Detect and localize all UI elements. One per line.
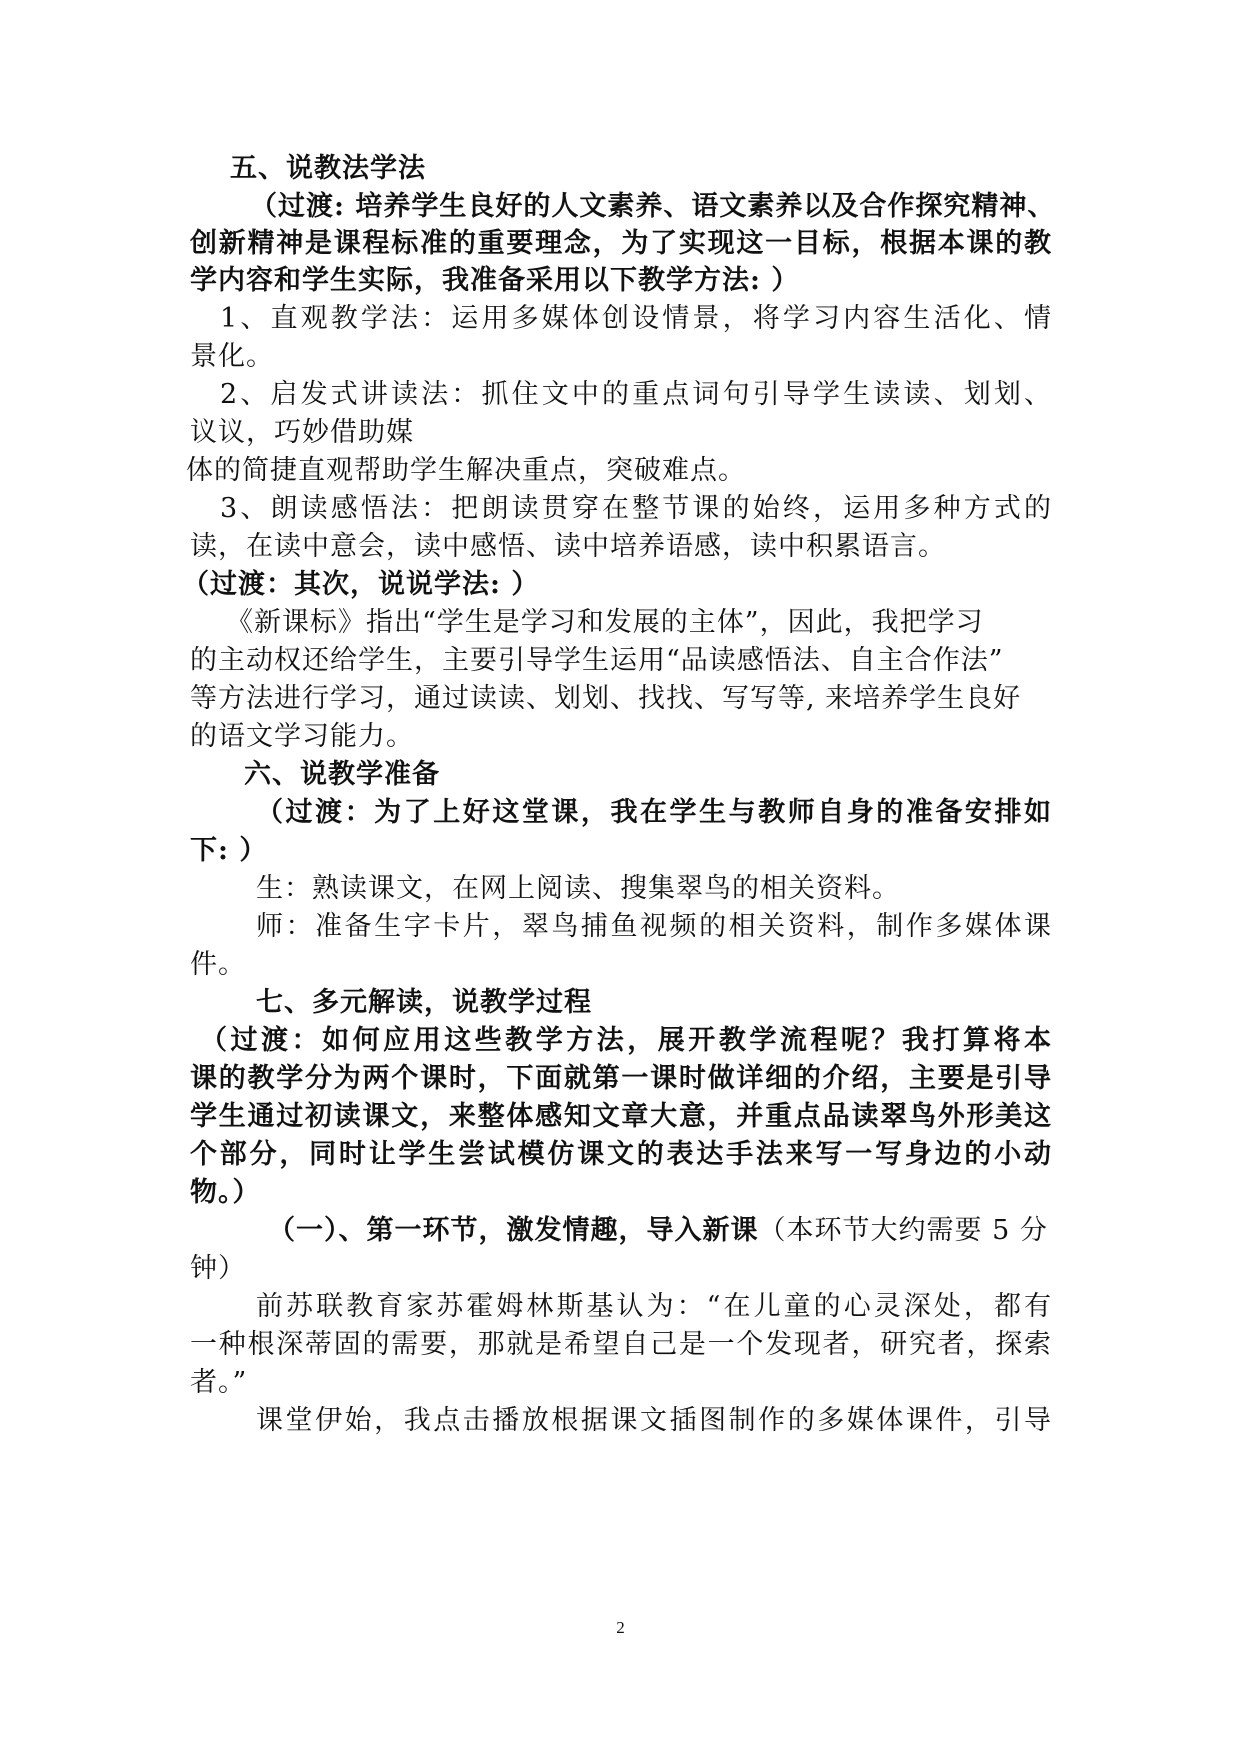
study-methods-paragraph-line: 《新课标》指出“学生是学习和发展的主体”，因此，我把学习 bbox=[226, 607, 984, 638]
transition-preparation-line: 下: ） bbox=[190, 835, 268, 866]
study-methods-paragraph-line: 的语文学习能力。 bbox=[190, 721, 414, 752]
subsection-heading-bold: （一）、第一环节，激发情趣，导入新课 bbox=[268, 1215, 759, 1246]
section-heading-teaching-process: 七、多元解读，说教学过程 bbox=[256, 987, 592, 1018]
classroom-opening-paragraph-line: 课堂伊始，我点击播放根据课文插图制作的多媒体课件，引导 bbox=[256, 1405, 1052, 1436]
transition-preparation-line: （过渡：为了上好这堂课，我在学生与教师自身的准备安排如 bbox=[256, 797, 1052, 828]
transition-process-line: 学生通过初读课文，来整体感知文章大意，并重点品读翠鸟外形美这 bbox=[190, 1101, 1052, 1132]
transition-paragraph-line: 创新精神是课程标准的重要理念，为了实现这一目标，根据本课的教 bbox=[190, 228, 1052, 259]
transition-process-line: 个部分，同时让学生尝试模仿课文的表达手法来写一写身边的小动 bbox=[190, 1139, 1052, 1170]
section-heading-teaching-preparation: 六、说教学准备 bbox=[244, 759, 440, 790]
transition-process-line: 物。） bbox=[190, 1177, 261, 1208]
method-item-2-line: 议议，巧妙借助媒 bbox=[190, 417, 414, 448]
preparation-student: 生：熟读课文，在网上阅读、搜集翠鸟的相关资料。 bbox=[256, 873, 900, 904]
study-methods-paragraph-line: 的主动权还给学生，主要引导学生运用“品读感悟法、自主合作法” bbox=[190, 645, 1004, 676]
preparation-teacher-line: 师：准备生字卡片，翠鸟捕鱼视频的相关资料，制作多媒体课 bbox=[256, 911, 1052, 942]
transition-study-methods: （过渡：其次，说说学法: ） bbox=[182, 569, 540, 600]
method-item-3-line: 3、朗读感悟法：把朗读贯穿在整节课的始终，运用多种方式的 bbox=[220, 493, 1052, 524]
transition-paragraph-line: 学内容和学生实际，我准备采用以下教学方法: ） bbox=[190, 265, 800, 296]
quote-paragraph-line: 前苏联教育家苏霍姆林斯基认为：“在儿童的心灵深处，都有 bbox=[256, 1291, 1052, 1322]
transition-process-line: 课的教学分为两个课时，下面就第一课时做详细的介绍，主要是引导 bbox=[190, 1063, 1052, 1094]
study-methods-paragraph-line: 等方法进行学习，通过读读、划划、找找、写写等, 来培养学生良好 bbox=[190, 683, 1022, 714]
subsection-heading-first-stage bbox=[268, 1212, 1048, 1250]
quote-paragraph-line: 一种根深蒂固的需要，那就是希望自己是一个发现者，研究者，探索 bbox=[190, 1329, 1052, 1360]
method-item-1-line: 景化。 bbox=[190, 341, 274, 372]
page-number: 2 bbox=[616, 1618, 625, 1637]
transition-process-line: （过渡：如何应用这些教学方法，展开教学流程呢？我打算将本 bbox=[200, 1025, 1052, 1056]
section-heading-teaching-methods: 五、说教法学法 bbox=[230, 153, 426, 184]
method-item-2-line: 体的简捷直观帮助学生解决重点，突破难点。 bbox=[186, 455, 746, 486]
subsection-heading-time-note: （本环节大约需要 5 分 bbox=[758, 1215, 1048, 1246]
subsection-heading-time-note-continued: 钟） bbox=[190, 1253, 246, 1284]
transition-paragraph-line: （过渡: 培养学生良好的人文素养、语文素养以及合作探究精神、 bbox=[250, 191, 1056, 222]
quote-paragraph-line: 者。” bbox=[190, 1367, 248, 1398]
method-item-3-line: 读，在读中意会，读中感悟、读中培养语感，读中积累语言。 bbox=[190, 531, 946, 562]
method-item-1-line: 1、直观教学法：运用多媒体创设情景，将学习内容生活化、情 bbox=[220, 303, 1052, 334]
preparation-teacher-line: 件。 bbox=[190, 949, 246, 980]
method-item-2-line: 2、启发式讲读法：抓住文中的重点词句引导学生读读、划划、 bbox=[220, 379, 1052, 410]
